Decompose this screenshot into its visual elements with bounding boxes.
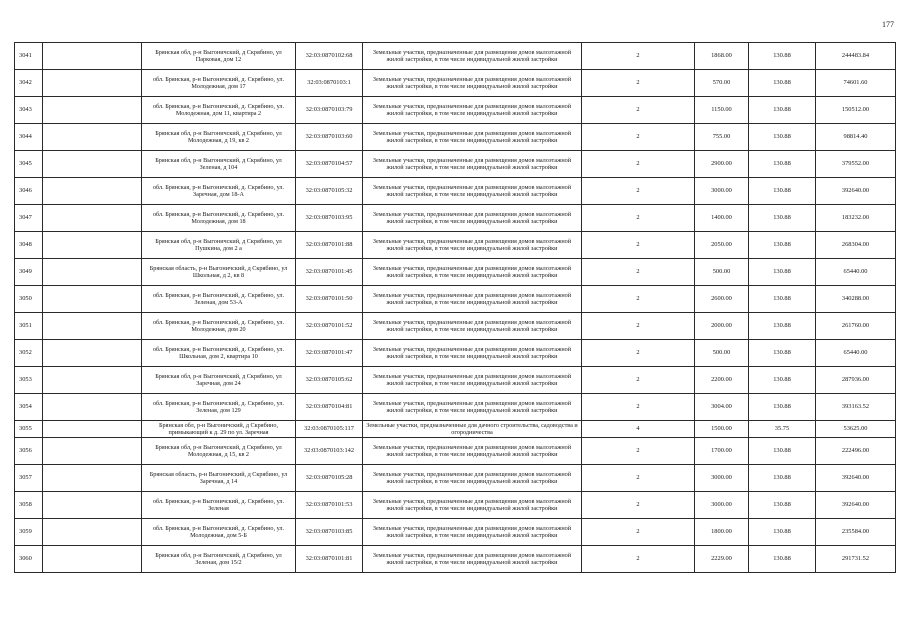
cell-cadastral-number: 32:03:0870105:62 bbox=[296, 367, 363, 394]
cell-area: 3004.00 bbox=[695, 394, 749, 421]
cell-cadastral-value: 291731.52 bbox=[816, 546, 896, 573]
cell-address: обл. Брянская, р-н Выгоничский, д. Скрябино, ул. Зеленая bbox=[142, 492, 296, 519]
cell-number: 3054 bbox=[15, 394, 43, 421]
cell-specific-value: 130.88 bbox=[749, 178, 816, 205]
land-registry-table bbox=[14, 42, 896, 573]
cell-area: 570.00 bbox=[695, 70, 749, 97]
cell-cadastral-value: 244483.84 bbox=[816, 43, 896, 70]
cell-group: 2 bbox=[582, 43, 695, 70]
cell-address: Брянская обл, р-н Выгоничский, д Скрябино, ул Заречная, дом 24 bbox=[142, 367, 296, 394]
cell-land-use: Земельные участки, предназначенные для размещения домов малоэтажной жилой застройки, в том числе индивидуальной жилой застройки bbox=[363, 465, 582, 492]
cell-address: Брянская область, р-н Выгоничский, д Скрябино, ул Заречная, д 14 bbox=[142, 465, 296, 492]
cell-blank bbox=[43, 394, 142, 421]
table-row bbox=[15, 178, 896, 205]
cell-area: 2229.00 bbox=[695, 546, 749, 573]
cell-address: Брянская обл, р-н Выгоничский, д Скрябино, ул Зеленая, д 104 bbox=[142, 151, 296, 178]
table-row bbox=[15, 43, 896, 70]
table-row bbox=[15, 421, 896, 438]
cell-address: обл. Брянская, р-н Выгоничский, д. Скрябино, ул. Молодежная, дом 17 bbox=[142, 70, 296, 97]
cell-number: 3045 bbox=[15, 151, 43, 178]
cell-specific-value: 130.88 bbox=[749, 232, 816, 259]
cell-specific-value: 130.88 bbox=[749, 259, 816, 286]
cell-area: 1868.00 bbox=[695, 43, 749, 70]
table-row bbox=[15, 313, 896, 340]
cell-address: обл. Брянская, р-н Выгоничский, д. Скрябино, ул. Молодежная, дом 20 bbox=[142, 313, 296, 340]
cell-cadastral-value: 393163.52 bbox=[816, 394, 896, 421]
cell-address: Брянская обл, р-н Выгоничский, д Скрябино, ул Пушкина, дом 2 а bbox=[142, 232, 296, 259]
cell-land-use: Земельные участки, предназначенные для размещения домов малоэтажной жилой застройки, в том числе индивидуальной жилой застройки bbox=[363, 259, 582, 286]
cell-cadastral-value: 261760.00 bbox=[816, 313, 896, 340]
cell-specific-value: 130.88 bbox=[749, 205, 816, 232]
cell-area: 500.00 bbox=[695, 259, 749, 286]
cell-cadastral-value: 65440.00 bbox=[816, 259, 896, 286]
cell-specific-value: 130.88 bbox=[749, 313, 816, 340]
cell-cadastral-number: 32:03:0870105:117 bbox=[296, 421, 363, 438]
cell-number: 3056 bbox=[15, 438, 43, 465]
cell-cadastral-value: 392640.00 bbox=[816, 178, 896, 205]
cell-specific-value: 130.88 bbox=[749, 70, 816, 97]
table-body bbox=[15, 43, 896, 573]
cell-land-use: Земельные участки, предназначенные для размещения домов малоэтажной жилой застройки, в том числе индивидуальной жилой застройки bbox=[363, 340, 582, 367]
cell-area: 500.00 bbox=[695, 340, 749, 367]
cell-land-use: Земельные участки, предназначенные для размещения домов малоэтажной жилой застройки, в том числе индивидуальной жилой застройки bbox=[363, 286, 582, 313]
cell-group: 2 bbox=[582, 367, 695, 394]
cell-cadastral-value: 287936.00 bbox=[816, 367, 896, 394]
cell-cadastral-number: 32:03:0870101:88 bbox=[296, 232, 363, 259]
cell-land-use: Земельные участки, предназначенные для размещения домов малоэтажной жилой застройки, в том числе индивидуальной жилой застройки bbox=[363, 178, 582, 205]
cell-address: Брянская обл, р-н Выгоничский, д Скрябино, ул Молодежная, д 15, кв 2 bbox=[142, 438, 296, 465]
cell-land-use: Земельные участки, предназначенные для размещения домов малоэтажной жилой застройки, в том числе индивидуальной жилой застройки bbox=[363, 43, 582, 70]
cell-land-use: Земельные участки, предназначенные для размещения домов малоэтажной жилой застройки, в том числе индивидуальной жилой застройки bbox=[363, 97, 582, 124]
cell-cadastral-number: 32:03:0870101:50 bbox=[296, 286, 363, 313]
cell-number: 3053 bbox=[15, 367, 43, 394]
table-row bbox=[15, 124, 896, 151]
table-row bbox=[15, 492, 896, 519]
cell-cadastral-number: 32:03:0870101:53 bbox=[296, 492, 363, 519]
cell-address: обл. Брянская, р-н Выгоничский, д. Скрябино, ул. Молодежная, дом 11, квартира 2 bbox=[142, 97, 296, 124]
cell-number: 3059 bbox=[15, 519, 43, 546]
cell-specific-value: 130.88 bbox=[749, 465, 816, 492]
cell-blank bbox=[43, 124, 142, 151]
cell-blank bbox=[43, 178, 142, 205]
cell-address: обл. Брянская, р-н Выгоничский, д. Скрябино, ул. Молодежная, дом 18 bbox=[142, 205, 296, 232]
table-row bbox=[15, 519, 896, 546]
cell-blank bbox=[43, 438, 142, 465]
cell-group: 2 bbox=[582, 394, 695, 421]
cell-blank bbox=[43, 492, 142, 519]
cell-land-use: Земельные участки, предназначенные для размещения домов малоэтажной жилой застройки, в том числе индивидуальной жилой застройки bbox=[363, 151, 582, 178]
cell-blank bbox=[43, 259, 142, 286]
cell-cadastral-value: 379552.00 bbox=[816, 151, 896, 178]
cell-land-use: Земельные участки, предназначенные для размещения домов малоэтажной жилой застройки, в том числе индивидуальной жилой застройки bbox=[363, 232, 582, 259]
cell-number: 3050 bbox=[15, 286, 43, 313]
table-row bbox=[15, 232, 896, 259]
cell-number: 3043 bbox=[15, 97, 43, 124]
cell-area: 2050.00 bbox=[695, 232, 749, 259]
cell-number: 3044 bbox=[15, 124, 43, 151]
cell-land-use: Земельные участки, предназначенные для дачного строительства, садоводства и огородничества bbox=[363, 421, 582, 438]
cell-group: 2 bbox=[582, 340, 695, 367]
cell-address: обл. Брянская, р-н Выгоничский, д. Скрябино, ул. Школьная, дом 2, квартира 10 bbox=[142, 340, 296, 367]
cell-blank bbox=[43, 43, 142, 70]
table-row bbox=[15, 546, 896, 573]
cell-group: 2 bbox=[582, 70, 695, 97]
cell-number: 3046 bbox=[15, 178, 43, 205]
cell-specific-value: 130.88 bbox=[749, 394, 816, 421]
cell-cadastral-number: 32:03:0870104:57 bbox=[296, 151, 363, 178]
cell-specific-value: 130.88 bbox=[749, 340, 816, 367]
cell-blank bbox=[43, 465, 142, 492]
cell-specific-value: 130.88 bbox=[749, 367, 816, 394]
cell-cadastral-number: 32:03:0870102:68 bbox=[296, 43, 363, 70]
cell-area: 1500.00 bbox=[695, 421, 749, 438]
cell-cadastral-number: 32:03:0870103:79 bbox=[296, 97, 363, 124]
cell-blank bbox=[43, 151, 142, 178]
cell-number: 3057 bbox=[15, 465, 43, 492]
cell-land-use: Земельные участки, предназначенные для размещения домов малоэтажной жилой застройки, в том числе индивидуальной жилой застройки bbox=[363, 70, 582, 97]
cell-land-use: Земельные участки, предназначенные для размещения домов малоэтажной жилой застройки, в том числе индивидуальной жилой застройки bbox=[363, 205, 582, 232]
cell-cadastral-number: 32:03:0870105:28 bbox=[296, 465, 363, 492]
cell-cadastral-number: 32:03:0870104:81 bbox=[296, 394, 363, 421]
cell-group: 2 bbox=[582, 205, 695, 232]
table-row bbox=[15, 286, 896, 313]
cell-cadastral-number: 32:03:0870101:81 bbox=[296, 546, 363, 573]
cell-specific-value: 130.88 bbox=[749, 151, 816, 178]
table-row bbox=[15, 151, 896, 178]
cell-specific-value: 130.88 bbox=[749, 519, 816, 546]
cell-group: 2 bbox=[582, 519, 695, 546]
cell-cadastral-number: 32:03:0870103:60 bbox=[296, 124, 363, 151]
cell-number: 3055 bbox=[15, 421, 43, 438]
cell-blank bbox=[43, 286, 142, 313]
cell-area: 2000.00 bbox=[695, 313, 749, 340]
table-row bbox=[15, 205, 896, 232]
table-row bbox=[15, 259, 896, 286]
cell-land-use: Земельные участки, предназначенные для размещения домов малоэтажной жилой застройки, в том числе индивидуальной жилой застройки bbox=[363, 313, 582, 340]
cell-cadastral-number: 32:03:0870103:142 bbox=[296, 438, 363, 465]
cell-cadastral-value: 183232.00 bbox=[816, 205, 896, 232]
cell-address: Брянская обл, р-н Выгоничский, д Скрябино, ул Зеленая, дом 15/2 bbox=[142, 546, 296, 573]
cell-cadastral-value: 65440.00 bbox=[816, 340, 896, 367]
cell-land-use: Земельные участки, предназначенные для размещения домов малоэтажной жилой застройки, в том числе индивидуальной жилой застройки bbox=[363, 492, 582, 519]
cell-blank bbox=[43, 205, 142, 232]
table-row bbox=[15, 367, 896, 394]
cell-blank bbox=[43, 519, 142, 546]
cell-number: 3051 bbox=[15, 313, 43, 340]
cell-cadastral-value: 392640.00 bbox=[816, 492, 896, 519]
cell-area: 2200.00 bbox=[695, 367, 749, 394]
cell-number: 3047 bbox=[15, 205, 43, 232]
cell-area: 2900.00 bbox=[695, 151, 749, 178]
cell-number: 3060 bbox=[15, 546, 43, 573]
cell-group: 2 bbox=[582, 438, 695, 465]
cell-area: 1800.00 bbox=[695, 519, 749, 546]
cell-cadastral-value: 340288.00 bbox=[816, 286, 896, 313]
cell-land-use: Земельные участки, предназначенные для размещения домов малоэтажной жилой застройки, в том числе индивидуальной жилой застройки bbox=[363, 438, 582, 465]
cell-group: 2 bbox=[582, 97, 695, 124]
cell-number: 3042 bbox=[15, 70, 43, 97]
table-row bbox=[15, 340, 896, 367]
cell-number: 3058 bbox=[15, 492, 43, 519]
cell-address: Брянская обл, р-н Выгоничский, д Скрябино, ул Молодежная, д 19, кв 2 bbox=[142, 124, 296, 151]
cell-cadastral-value: 150512.00 bbox=[816, 97, 896, 124]
cell-area: 3000.00 bbox=[695, 178, 749, 205]
page-number: 177 bbox=[882, 20, 894, 29]
cell-cadastral-value: 74601.60 bbox=[816, 70, 896, 97]
cell-cadastral-value: 392640.00 bbox=[816, 465, 896, 492]
cell-area: 755.00 bbox=[695, 124, 749, 151]
cell-specific-value: 130.88 bbox=[749, 43, 816, 70]
cell-number: 3049 bbox=[15, 259, 43, 286]
cell-area: 3000.00 bbox=[695, 492, 749, 519]
cell-group: 2 bbox=[582, 546, 695, 573]
cell-cadastral-number: 32:03:0870103:85 bbox=[296, 519, 363, 546]
cell-group: 2 bbox=[582, 465, 695, 492]
cell-specific-value: 130.88 bbox=[749, 286, 816, 313]
cell-blank bbox=[43, 313, 142, 340]
cell-address: обл. Брянская, р-н Выгоничский, д. Скрябино, ул. Зеленая, дом 129 bbox=[142, 394, 296, 421]
cell-cadastral-value: 235584.00 bbox=[816, 519, 896, 546]
cell-land-use: Земельные участки, предназначенные для размещения домов малоэтажной жилой застройки, в том числе индивидуальной жилой застройки bbox=[363, 519, 582, 546]
cell-blank bbox=[43, 421, 142, 438]
cell-cadastral-number: 32:03:0870103:95 bbox=[296, 205, 363, 232]
cell-land-use: Земельные участки, предназначенные для размещения домов малоэтажной жилой застройки, в том числе индивидуальной жилой застройки bbox=[363, 367, 582, 394]
cell-group: 2 bbox=[582, 492, 695, 519]
cell-area: 1150.00 bbox=[695, 97, 749, 124]
table-row bbox=[15, 394, 896, 421]
cell-specific-value: 130.88 bbox=[749, 438, 816, 465]
cell-blank bbox=[43, 546, 142, 573]
table-row bbox=[15, 438, 896, 465]
cell-address: Брянская область, р-н Выгоничский, д Скрябино, ул Школьная, д 2, кв 8 bbox=[142, 259, 296, 286]
cell-address: Брянская обл, р-н Выгоничский, д Скрябино, ул Парковая, дом 12 bbox=[142, 43, 296, 70]
cell-cadastral-value: 53625.00 bbox=[816, 421, 896, 438]
cell-cadastral-number: 32:03:0870101:45 bbox=[296, 259, 363, 286]
cell-group: 2 bbox=[582, 151, 695, 178]
cell-cadastral-value: 222496.00 bbox=[816, 438, 896, 465]
cell-number: 3041 bbox=[15, 43, 43, 70]
cell-blank bbox=[43, 70, 142, 97]
table-row bbox=[15, 97, 896, 124]
cell-cadastral-number: 32:03:0870105:32 bbox=[296, 178, 363, 205]
cell-area: 1700.00 bbox=[695, 438, 749, 465]
cell-group: 2 bbox=[582, 178, 695, 205]
cell-land-use: Земельные участки, предназначенные для размещения домов малоэтажной жилой застройки, в том числе индивидуальной жилой застройки bbox=[363, 124, 582, 151]
table-row bbox=[15, 70, 896, 97]
cell-specific-value: 130.88 bbox=[749, 97, 816, 124]
cell-cadastral-number: 32:03:0870101:52 bbox=[296, 313, 363, 340]
cell-land-use: Земельные участки, предназначенные для размещения домов малоэтажной жилой застройки, в том числе индивидуальной жилой застройки bbox=[363, 394, 582, 421]
cell-specific-value: 130.88 bbox=[749, 492, 816, 519]
cell-area: 2600.00 bbox=[695, 286, 749, 313]
cell-group: 2 bbox=[582, 286, 695, 313]
cell-specific-value: 130.88 bbox=[749, 546, 816, 573]
cell-area: 3000.00 bbox=[695, 465, 749, 492]
cell-specific-value: 130.88 bbox=[749, 124, 816, 151]
cell-cadastral-number: 32:03:0870103:1 bbox=[296, 70, 363, 97]
cell-specific-value: 35.75 bbox=[749, 421, 816, 438]
cell-blank bbox=[43, 340, 142, 367]
cell-number: 3048 bbox=[15, 232, 43, 259]
cell-cadastral-value: 268304.00 bbox=[816, 232, 896, 259]
cell-address: обл. Брянская, р-н Выгоничский, д. Скрябино, ул. Зеленая, дом 53-А bbox=[142, 286, 296, 313]
cell-address: Брянская обл, р-н Выгоничский, д Скрябино, примыкающий к д. 29 по ул. Заречная bbox=[142, 421, 296, 438]
cell-blank bbox=[43, 367, 142, 394]
cell-address: обл. Брянская, р-н Выгоничский, д. Скрябино, ул. Молодежная, дом 5-Б bbox=[142, 519, 296, 546]
cell-address: обл. Брянская, р-н Выгоничский, д. Скрябино, ул. Заречная, дом 18-А bbox=[142, 178, 296, 205]
cell-blank bbox=[43, 232, 142, 259]
cell-blank bbox=[43, 97, 142, 124]
cell-land-use: Земельные участки, предназначенные для размещения домов малоэтажной жилой застройки, в том числе индивидуальной жилой застройки bbox=[363, 546, 582, 573]
cell-cadastral-value: 98814.40 bbox=[816, 124, 896, 151]
cell-group: 2 bbox=[582, 124, 695, 151]
cell-group: 2 bbox=[582, 259, 695, 286]
cell-number: 3052 bbox=[15, 340, 43, 367]
cell-area: 1400.00 bbox=[695, 205, 749, 232]
cell-group: 2 bbox=[582, 232, 695, 259]
cell-cadastral-number: 32:03:0870101:47 bbox=[296, 340, 363, 367]
cell-group: 4 bbox=[582, 421, 695, 438]
cell-group: 2 bbox=[582, 313, 695, 340]
table-row bbox=[15, 465, 896, 492]
